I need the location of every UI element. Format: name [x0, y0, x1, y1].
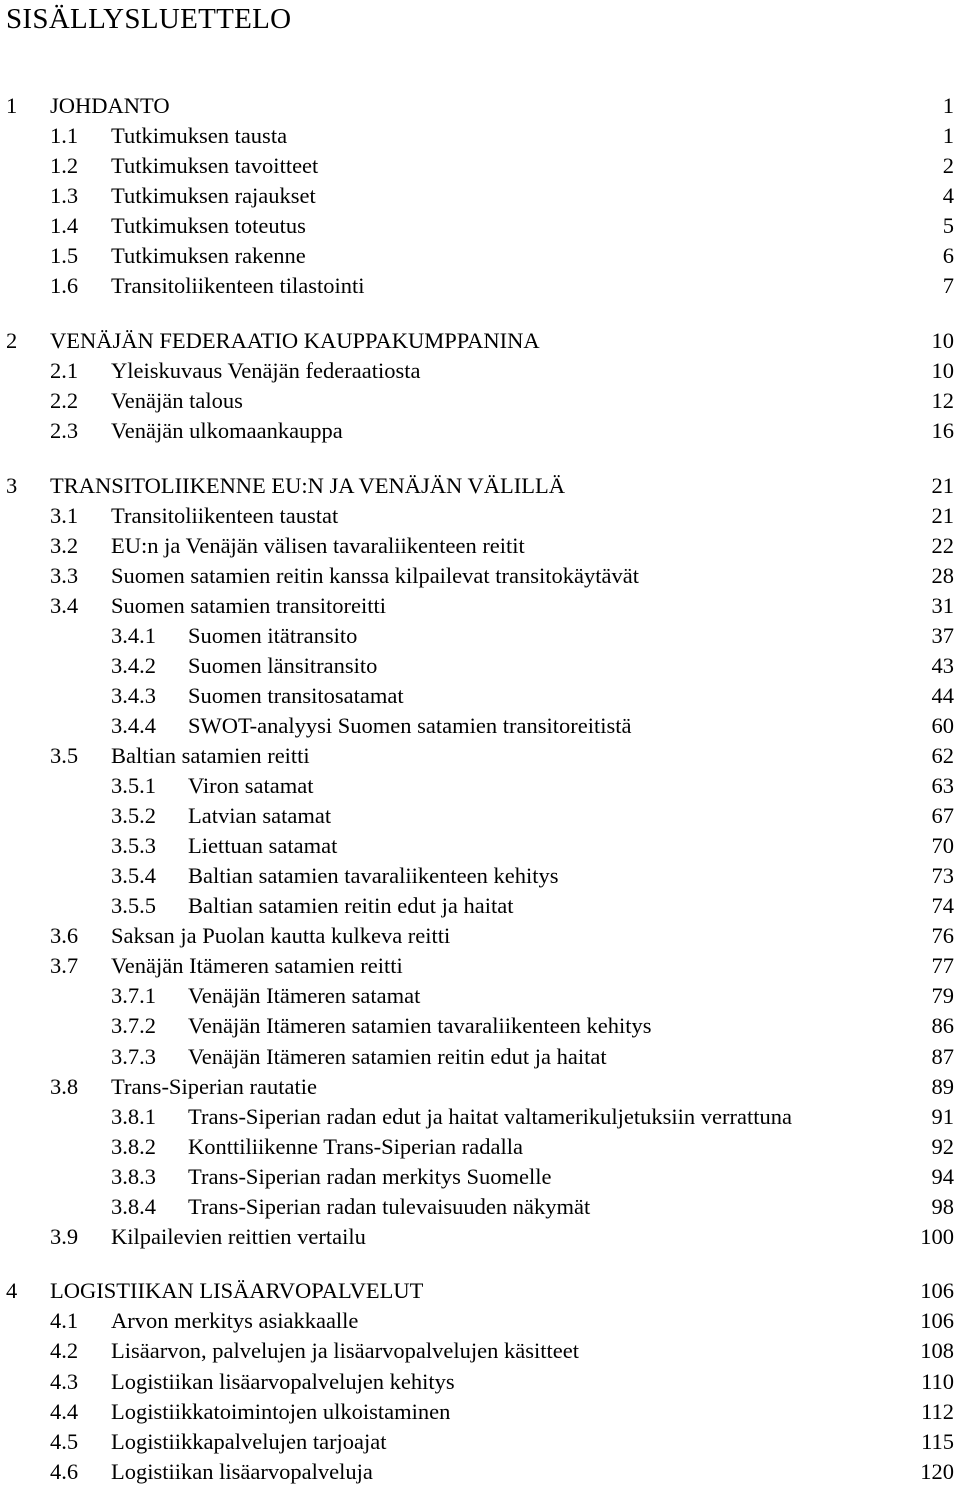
toc-entry[interactable] [0, 1132, 960, 1162]
toc-entry[interactable] [0, 711, 960, 741]
toc-entry[interactable] [0, 471, 960, 501]
toc-entry-number: 3.8.1 [111, 1103, 156, 1129]
toc-entry-title: Tutkimuksen rakenne [111, 243, 306, 269]
toc-entry-number: 4.5 [50, 1428, 79, 1454]
toc-entry-page: 7 [942, 273, 954, 299]
toc-entry-title: Logistiikan lisäarvopalvelujen kehitys [111, 1368, 455, 1394]
toc-entry-number: 3.8.4 [111, 1193, 156, 1219]
toc-entry-title: Trans-Siperian rautatie [111, 1073, 317, 1099]
toc-entry-number: 3.7.2 [111, 1013, 156, 1039]
toc-entry-page: 21 [931, 502, 954, 528]
toc-entry[interactable] [0, 771, 960, 801]
toc-entry-title: Venäjän Itämeren satamien reitin edut ja haitat [188, 1043, 607, 1069]
toc-entry-title: Venäjän Itämeren satamien reitti [111, 953, 403, 979]
toc-entry-number: 3.8.2 [111, 1133, 156, 1159]
toc-entry-title: Trans-Siperian radan tulevaisuuden näkymät [188, 1193, 591, 1219]
toc-entry-number: 3.5.4 [111, 863, 156, 889]
toc-entry-title: Viron satamat [188, 773, 314, 798]
toc-entry-title: Suomen satamien transitoreitti [111, 592, 386, 618]
toc-entry-number: 2 [6, 327, 18, 353]
toc-entry-title: Suomen satamien reitin kanssa kilpailevat transitokäytävät [111, 562, 639, 588]
toc-entry[interactable] [0, 91, 960, 121]
toc-entry[interactable] [0, 271, 960, 301]
toc-entry-number: 3.3 [50, 562, 79, 588]
toc-entry-number: 1.5 [50, 243, 79, 269]
toc-entry-number: 2.2 [50, 388, 79, 413]
toc-entry-title: Arvon merkitys asiakkaalle [111, 1308, 359, 1334]
toc-entry-number: 3.4.1 [111, 622, 156, 648]
toc-entry-title: Venäjän ulkomaankauppa [111, 418, 343, 443]
toc-entry-title: Trans-Siperian radan merkitys Suomelle [188, 1163, 552, 1189]
toc-entry-number: 3.2 [50, 532, 79, 558]
toc-entry-page: 106 [920, 1308, 954, 1334]
toc-entry-number: 3.8 [50, 1073, 79, 1099]
toc-entry[interactable] [0, 1306, 960, 1336]
toc-entry-page: 16 [931, 418, 954, 443]
toc-entry[interactable] [0, 1162, 960, 1192]
toc-entry-number: 3.5.2 [111, 803, 156, 829]
toc-entry-page: 106 [920, 1278, 954, 1304]
toc-entry-page: 37 [931, 622, 954, 648]
toc-entry-number: 1.4 [50, 213, 79, 239]
toc-entry[interactable] [0, 891, 960, 921]
toc-entry-page: 70 [931, 833, 954, 859]
toc-entry[interactable] [0, 921, 960, 951]
toc-entry-page: 10 [931, 327, 954, 353]
toc-entry-title: Trans-Siperian radan edut ja haitat valtamerikuljetuksiin verrattuna [188, 1103, 792, 1129]
toc-entry-page: 6 [942, 243, 954, 269]
toc-entry-number: 3.6 [50, 923, 79, 949]
toc-entry-title: Yleiskuvaus Venäjän federaatiosta [111, 357, 421, 383]
toc-entry-number: 3.5.3 [111, 833, 156, 859]
toc-entry-page: 44 [931, 682, 954, 708]
toc-entry-page: 110 [921, 1368, 954, 1394]
toc-entry-page: 94 [931, 1163, 954, 1189]
toc-entry-page: 1 [942, 93, 954, 118]
toc-entry-number: 4.2 [50, 1338, 79, 1364]
toc-entry-page: 79 [931, 983, 954, 1009]
toc-entry-number: 4 [6, 1278, 18, 1304]
toc-entry[interactable] [0, 981, 960, 1011]
toc-entry-title: Transitoliikenteen taustat [111, 502, 339, 528]
toc-entry-title: Tutkimuksen tausta [111, 123, 288, 148]
toc-entry-title: Konttiliikenne Trans-Siperian radalla [188, 1133, 523, 1159]
toc-entry-page: 73 [931, 863, 954, 889]
toc-entry-title: EU:n ja Venäjän välisen tavaraliikenteen reitit [111, 532, 525, 558]
toc-entry[interactable] [0, 651, 960, 681]
toc-entry-title: Latvian satamat [188, 803, 332, 829]
toc-entry-title: Venäjän Itämeren satamien tavaraliikenteen kehitys [188, 1013, 652, 1039]
toc-entry[interactable] [0, 501, 960, 531]
toc-entry-title: LOGISTIIKAN LISÄARVOPALVELUT [50, 1278, 424, 1304]
toc-entry[interactable] [0, 181, 960, 211]
toc-entry-page: 21 [931, 472, 954, 498]
toc-entry-title: Baltian satamien reitti [111, 743, 310, 768]
toc-entry[interactable] [0, 531, 960, 561]
toc-entry-number: 3.7.1 [111, 983, 156, 1009]
toc-entry-page: 77 [931, 953, 954, 979]
toc-entry-page: 87 [931, 1043, 954, 1069]
toc-entry-page: 92 [931, 1133, 954, 1159]
toc-entry-title: Suomen länsitransito [188, 652, 378, 678]
toc-entry-title: Logistiikkapalvelujen tarjoajat [111, 1428, 387, 1454]
toc-entry-number: 3.1 [50, 502, 79, 528]
toc-entry-page: 10 [931, 357, 954, 383]
toc-entry-page: 28 [931, 562, 954, 588]
toc-entry[interactable] [0, 1457, 960, 1487]
toc-entry[interactable] [0, 1367, 960, 1397]
toc-entry-number: 3.5 [50, 743, 79, 768]
toc-entry-title: Tutkimuksen tavoitteet [111, 153, 319, 179]
toc-entry[interactable] [0, 356, 960, 386]
toc-entry-page: 60 [931, 712, 954, 738]
toc-entry-page: 63 [931, 773, 954, 798]
toc-entry-title: Baltian satamien reitin edut ja haitat [188, 893, 514, 919]
toc-entry-page: 89 [931, 1073, 954, 1099]
toc-entry[interactable] [0, 621, 960, 651]
toc-entry-number: 4.4 [50, 1398, 79, 1424]
toc-entry-number: 2.1 [50, 357, 79, 383]
toc-entry-page: 120 [920, 1458, 954, 1484]
toc-entry[interactable] [0, 1042, 960, 1072]
toc-entry-page: 76 [931, 923, 954, 949]
toc-entry-number: 3.7 [50, 953, 79, 979]
page-title: SISÄLLYSLUETTELO [6, 3, 292, 35]
toc-entry-page: 67 [931, 803, 954, 829]
toc-entry[interactable] [0, 386, 960, 416]
toc-entry[interactable] [0, 591, 960, 621]
toc-entry-page: 112 [921, 1398, 954, 1424]
toc-entry-page: 5 [942, 213, 954, 239]
toc-entry-page: 98 [931, 1193, 954, 1219]
toc-entry-title: JOHDANTO [50, 93, 170, 118]
toc-entry[interactable] [0, 121, 960, 151]
toc-entry-page: 12 [931, 388, 954, 413]
toc-entry-number: 3 [6, 472, 18, 498]
toc-entry-page: 100 [920, 1223, 954, 1249]
toc-entry-page: 74 [931, 893, 954, 919]
toc-entry-number: 3.9 [50, 1223, 79, 1249]
toc-entry-title: Logistiikan lisäarvopalveluja [111, 1458, 373, 1484]
toc-entry-title: SWOT-analyysi Suomen satamien transitoreitistä [188, 712, 632, 738]
toc-entry-number: 1.6 [50, 273, 79, 299]
toc-entry[interactable] [0, 561, 960, 591]
toc-entry-page: 43 [931, 652, 954, 678]
toc-entry-title: Transitoliikenteen tilastointi [111, 273, 365, 299]
toc-entry[interactable] [0, 1336, 960, 1366]
toc-entry-title: Baltian satamien tavaraliikenteen kehitys [188, 863, 559, 889]
toc-entry[interactable] [0, 1192, 960, 1222]
toc-entry-page: 22 [931, 532, 954, 558]
toc-entry-number: 4.3 [50, 1368, 79, 1394]
toc-entry[interactable] [0, 1397, 960, 1427]
toc-entry[interactable] [0, 681, 960, 711]
toc-entry[interactable] [0, 1222, 960, 1252]
toc-entry-number: 3.7.3 [111, 1043, 156, 1069]
toc-entry-number: 3.5.1 [111, 773, 156, 798]
toc-entry[interactable] [0, 211, 960, 241]
toc-entry-number: 3.4 [50, 592, 79, 618]
toc-entry[interactable] [0, 1427, 960, 1457]
toc-entry[interactable] [0, 741, 960, 771]
toc-entry[interactable] [0, 151, 960, 181]
toc-entry-title: Liettuan satamat [188, 833, 338, 859]
toc-entry-title: Kilpailevien reittien vertailu [111, 1223, 366, 1249]
toc-entry[interactable] [0, 1011, 960, 1041]
toc-entry-number: 1.3 [50, 183, 79, 209]
toc-entry-number: 1.1 [50, 123, 79, 148]
toc-entry-number: 4.6 [50, 1458, 79, 1484]
toc-entry[interactable] [0, 951, 960, 981]
toc-entry-page: 1 [942, 123, 954, 148]
toc-entry-number: 4.1 [50, 1308, 79, 1334]
toc-entry-page: 108 [920, 1338, 954, 1364]
toc-entry-number: 1.2 [50, 153, 79, 179]
toc-entry[interactable] [0, 1276, 960, 1306]
toc-entry-title: TRANSITOLIIKENNE EU:N JA VENÄJÄN VÄLILLÄ [50, 472, 565, 498]
toc-entry[interactable] [0, 801, 960, 831]
toc-entry[interactable] [0, 416, 960, 446]
toc-entry-number: 3.8.3 [111, 1163, 156, 1189]
toc-entry[interactable] [0, 861, 960, 891]
toc-entry-title: Suomen itätransito [188, 622, 358, 648]
toc-entry-number: 3.4.4 [111, 712, 156, 738]
toc-entry[interactable] [0, 1102, 960, 1132]
toc-entry[interactable] [0, 831, 960, 861]
toc-entry-title: Venäjän talous [111, 388, 243, 413]
toc-entry[interactable] [0, 326, 960, 356]
toc-entry-title: Suomen transitosatamat [188, 682, 404, 708]
toc-entry-page: 62 [931, 743, 954, 768]
toc-entry-title: Venäjän Itämeren satamat [188, 983, 421, 1009]
toc-entry-page: 31 [931, 592, 954, 618]
toc-entry-page: 115 [921, 1428, 954, 1454]
toc-entry-page: 4 [942, 183, 954, 209]
toc-entry-number: 1 [6, 93, 18, 118]
toc-entry-title: VENÄJÄN FEDERAATIO KAUPPAKUMPPANINA [50, 327, 540, 353]
toc-entry-number: 2.3 [50, 418, 79, 443]
toc-entry-title: Logistiikkatoimintojen ulkoistaminen [111, 1398, 451, 1424]
toc-entry-title: Tutkimuksen toteutus [111, 213, 306, 239]
toc-entry-page: 86 [931, 1013, 954, 1039]
toc-entry-title: Lisäarvon, palvelujen ja lisäarvopalvelujen käsitteet [111, 1338, 579, 1364]
toc-entry[interactable] [0, 241, 960, 271]
toc-entry-number: 3.4.3 [111, 682, 156, 708]
toc-entry-page: 91 [931, 1103, 954, 1129]
toc-entry-number: 3.4.2 [111, 652, 156, 678]
toc-entry-title: Tutkimuksen rajaukset [111, 183, 316, 209]
toc-entry-page: 2 [942, 153, 954, 179]
toc-entry-number: 3.5.5 [111, 893, 156, 919]
toc-entry-title: Saksan ja Puolan kautta kulkeva reitti [111, 923, 451, 949]
toc-entry[interactable] [0, 1072, 960, 1102]
